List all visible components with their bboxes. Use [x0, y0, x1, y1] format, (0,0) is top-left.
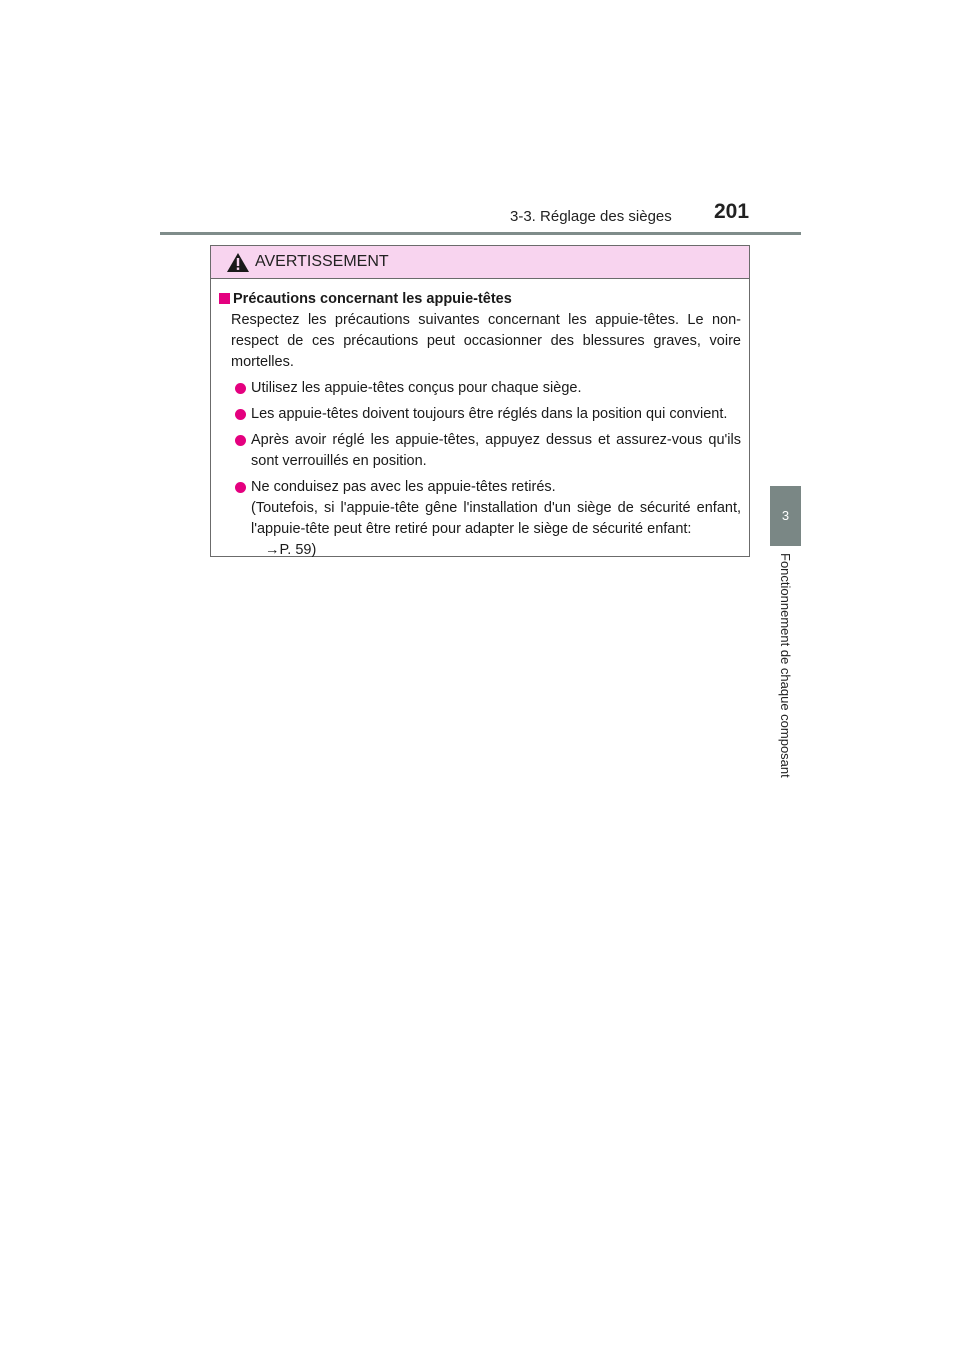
list-item	[219, 477, 741, 561]
header-divider	[160, 232, 801, 235]
list-item-text: Ne conduisez pas avec les appuie-têtes retirés.	[251, 479, 556, 495]
warning-title: AVERTISSEMENT	[255, 253, 389, 270]
list-item	[219, 378, 741, 399]
precautions-heading-text: Précautions concernant les appuie-têtes	[233, 291, 512, 307]
round-bullet-icon	[235, 409, 246, 420]
list-item-text: Les appuie-têtes doivent toujours être réglés dans la position qui convient.	[251, 406, 728, 422]
round-bullet-icon	[235, 383, 246, 394]
page-number: 201	[714, 200, 750, 223]
intro-paragraph: Respectez les précautions suivantes concernant les appuie-têtes. Le non-respect de ces précautions peut occasionner des blessures graves, voire mortelles.	[231, 312, 741, 370]
round-bullet-icon	[235, 482, 246, 493]
list-item-text: Utilisez les appuie-têtes conçus pour chaque siège.	[251, 380, 582, 396]
chapter-title: Fonctionnement de chaque composant	[778, 553, 793, 778]
round-bullet-icon	[235, 435, 246, 446]
list-item	[219, 430, 741, 472]
list-item-note: (Toutefois, si l'appuie-tête gêne l'installation d'un siège de sécurité enfant, l'appuie-tête peut être retiré pour adapter le siège de sécurité enfant:	[251, 500, 741, 537]
precautions-heading	[219, 289, 741, 310]
square-bullet-icon	[219, 293, 230, 304]
warning-box	[210, 245, 750, 557]
page-reference-link[interactable]: →P. 59)	[265, 542, 317, 558]
warning-body	[211, 279, 749, 561]
section-title: 3-3. Réglage des sièges	[510, 208, 672, 225]
warning-header	[211, 246, 749, 279]
warning-triangle-icon	[227, 253, 249, 272]
chapter-tab[interactable]: 3	[770, 486, 801, 546]
list-item	[219, 404, 741, 425]
list-item-text: Après avoir réglé les appuie-têtes, appuyez dessus et assurez-vous qu'ils sont verrouillés en position.	[251, 432, 741, 469]
